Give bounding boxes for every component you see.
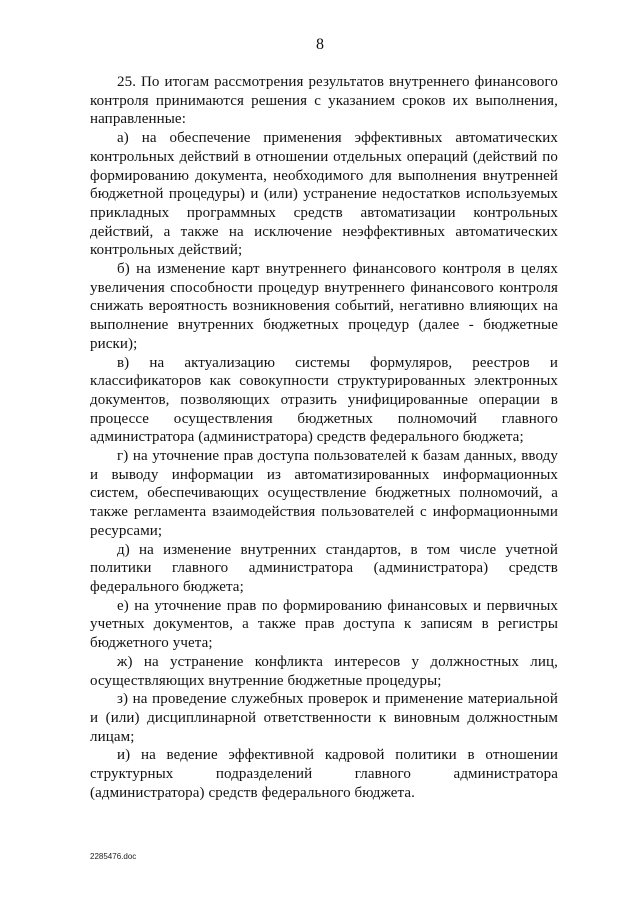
paragraph-25: 25. По итогам рассмотрения результатов внутреннего финансового контроля принимаются решения с указанием сроков их выполнения, направленные:	[90, 74, 558, 128]
paragraph-i: и) на ведение эффективной кадровой политики в отношении структурных подразделений главного администратора (администратора) средств федерального бюджета.	[90, 747, 558, 801]
paragraph-z: з) на проведение служебных проверок и применение материальной и (или) дисциплинарной ответственности к виновным должностным лицам;	[90, 691, 558, 745]
paragraph-g: г) на уточнение прав доступа пользователей к базам данных, вводу и выводу информации из автоматизированных информационных систем, обеспечивающих осуществление бюджетных полномочий, а также регламента взаимодействия пользователей с информационными ресурсами;	[90, 448, 558, 539]
paragraph-a: а) на обеспечение применения эффективных автоматических контрольных действий в отношении отдельных операций (действий по формированию документа, необходимого для выполнения внутренней бюджетной процедуры) и (или) устранение недостатков используемых прикладных программных средств автоматизации контрольных действий, а также на исключение неэффективных автоматических контрольных действий;	[90, 130, 558, 259]
document-body	[90, 73, 558, 802]
paragraph-b: б) на изменение карт внутреннего финансового контроля в целях увеличения способности процедур внутреннего финансового контроля снижать вероятность возникновения событий, негативно влияющих на выполнение внутренних бюджетных процедур (далее - бюджетные риски);	[90, 261, 558, 352]
paragraph-v: в) на актуализацию системы формуляров, реестров и классификаторов как совокупности структурированных электронных документов, позволяющих отразить унифицированные операции в процессе осуществления бюджетных полномочий главного администратора (администратора) средств федерального бюджета;	[90, 354, 558, 446]
paragraph-e: е) на уточнение прав по формированию финансовых и первичных учетных документов, а также прав доступа к записям в регистры бюджетного учета;	[90, 597, 558, 652]
paragraph-zh: ж) на устранение конфликта интересов у должностных лиц, осуществляющих внутренние бюджетные процедуры;	[90, 653, 558, 689]
document-file-reference: 2285476.doc	[90, 852, 137, 861]
paragraph-d: д) на изменение внутренних стандартов, в том числе учетной политики главного администратора (администратора) средств федерального бюджета;	[90, 541, 558, 595]
page-number: 8	[316, 36, 324, 53]
